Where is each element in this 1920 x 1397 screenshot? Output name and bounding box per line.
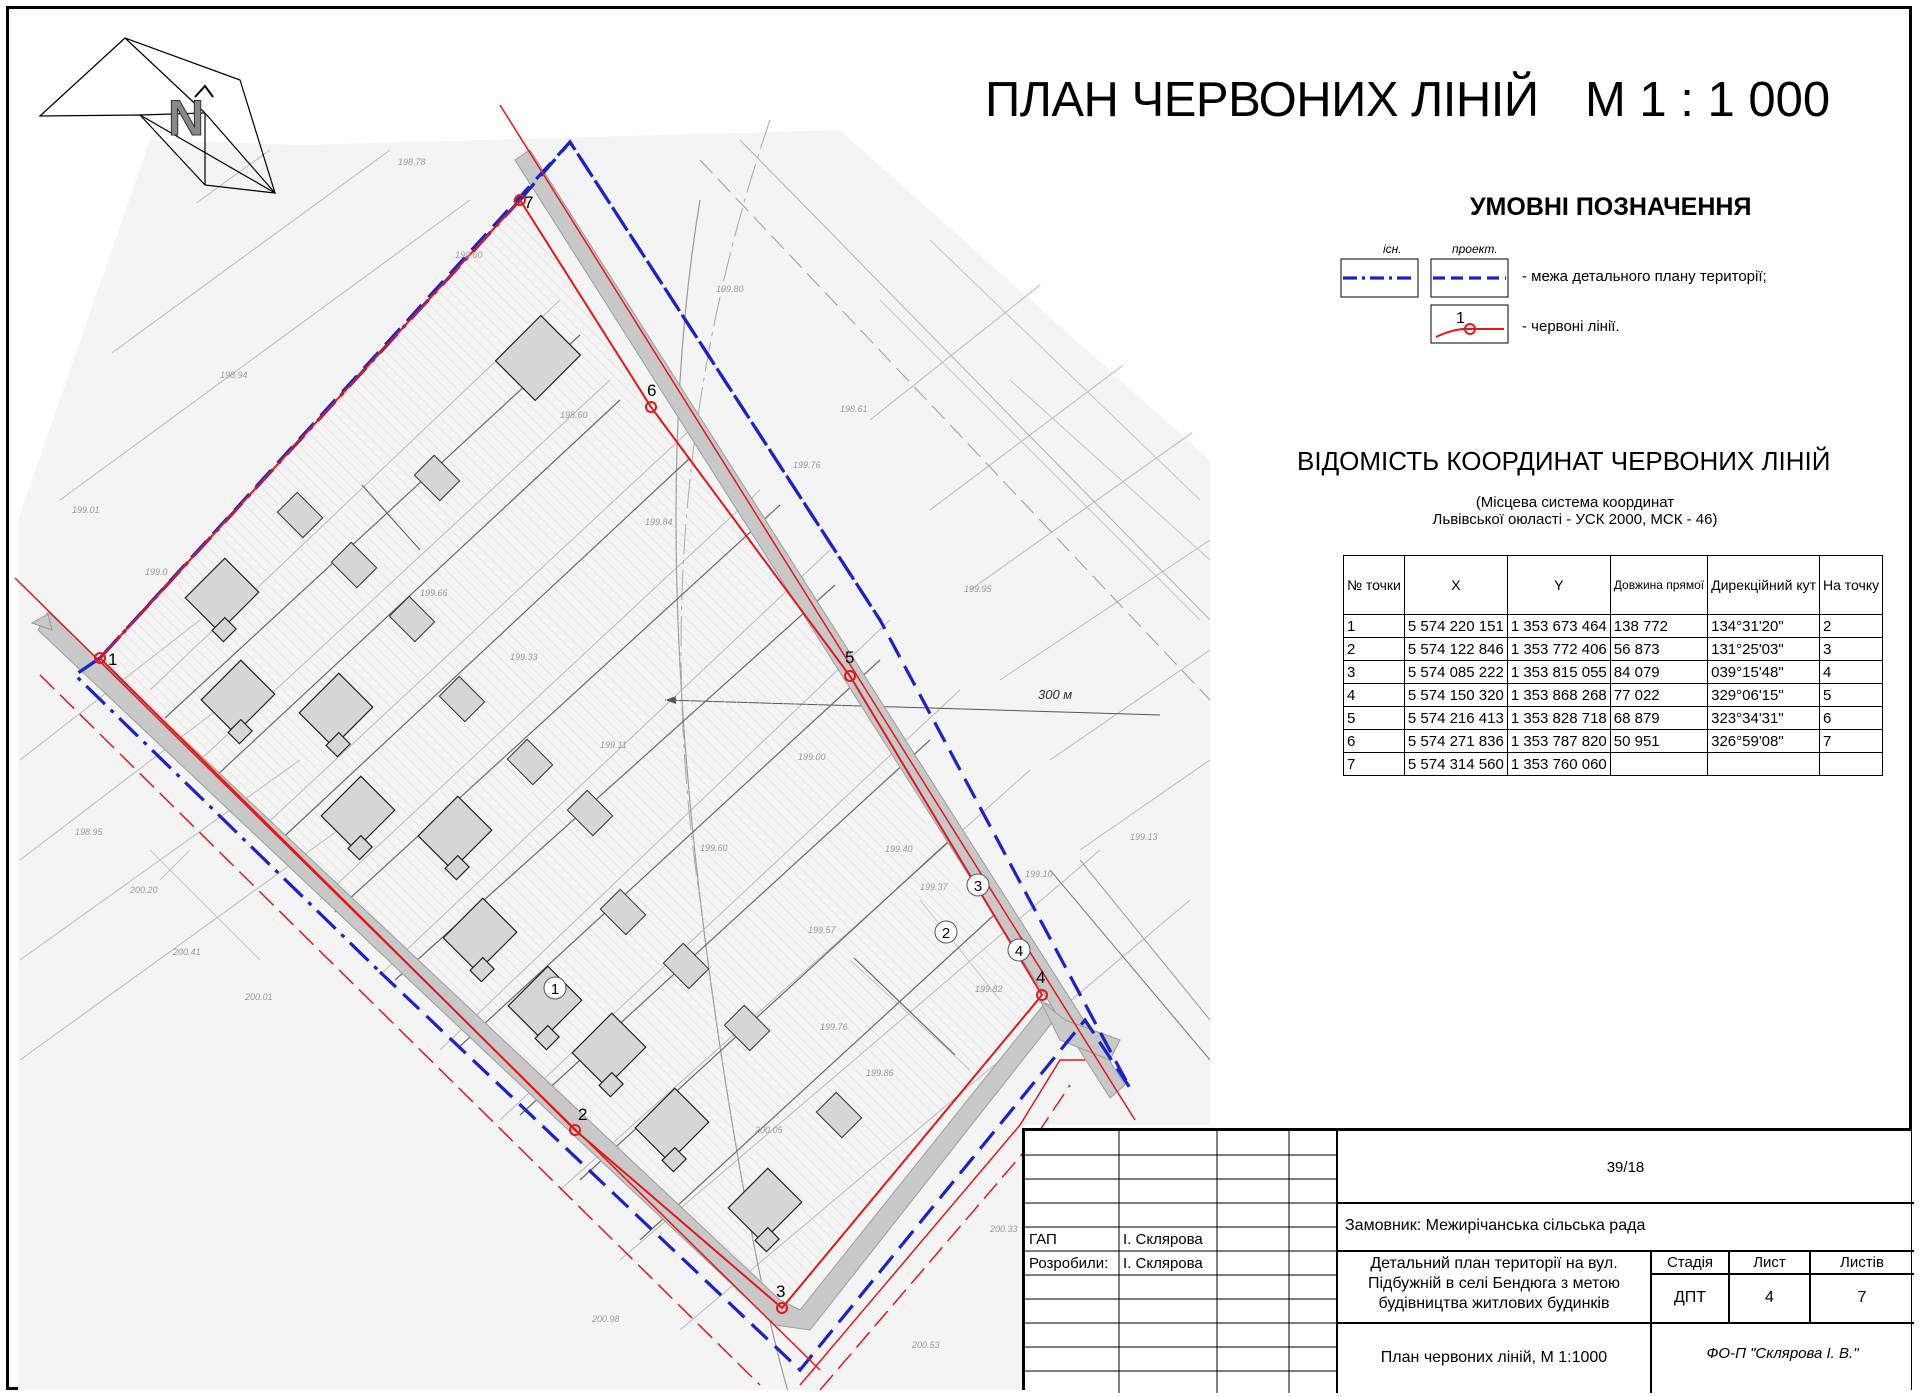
elevation: 198.61 xyxy=(840,404,868,414)
table-cell: 2 xyxy=(1820,615,1883,638)
point-label-3: 3 xyxy=(776,1282,786,1301)
table-cell: 5 574 220 151 xyxy=(1404,615,1507,638)
elevation: 199.11 xyxy=(600,740,627,750)
table-cell xyxy=(1708,753,1820,776)
role-developed: Розробили: xyxy=(1029,1255,1109,1272)
elevation: 199.57 xyxy=(808,925,836,935)
elevation: 199.60 xyxy=(700,843,728,853)
zone-label-1: 1 xyxy=(550,981,560,998)
table-cell: 039°15'48" xyxy=(1708,661,1820,684)
table-cell: 56 873 xyxy=(1610,638,1707,661)
elevation: 200.41 xyxy=(173,947,201,957)
customer: Замовник: Межирічанська сільська рада xyxy=(1345,1217,1646,1234)
table-cell: 6 xyxy=(1344,730,1405,753)
table-cell: 6 xyxy=(1820,707,1883,730)
col-header-length: Довжина прямої xyxy=(1610,556,1707,615)
elevation: 199.60 xyxy=(455,250,483,260)
table-header-row xyxy=(1344,556,1883,615)
point-label-7: 7 xyxy=(524,193,534,212)
table-row xyxy=(1344,684,1883,707)
table-row xyxy=(1344,730,1883,753)
table-cell: 138 772 xyxy=(1610,615,1707,638)
elevation: 199.76 xyxy=(793,460,821,470)
elevation: 199.86 xyxy=(866,1068,894,1078)
table-cell: 5 574 216 413 xyxy=(1404,707,1507,730)
legend-boundary-text: - межа детального плану території; xyxy=(1522,268,1767,285)
elevation: 199.0 xyxy=(145,567,168,577)
point-label-4: 4 xyxy=(1036,968,1046,987)
table-cell: 2 xyxy=(1344,638,1405,661)
elevation: 200.20 xyxy=(130,885,158,895)
table-cell: 7 xyxy=(1820,730,1883,753)
elevation: 199.37 xyxy=(920,882,948,892)
description-line2: Підбужній в селі Бендюга з метою xyxy=(1367,1275,1621,1292)
description-line1: Детальний план території на вул. xyxy=(1370,1255,1618,1272)
table-cell: 7 xyxy=(1344,753,1405,776)
elevation: 199.13 xyxy=(1130,832,1158,842)
description-line3: будівництва житлових будинків xyxy=(1378,1295,1610,1312)
sheet-title: План червоних ліній, М 1:1000 xyxy=(1380,1349,1608,1366)
elevation: 199.95 xyxy=(964,584,992,594)
person-developed: І. Склярова xyxy=(1123,1255,1203,1272)
point-label-5: 5 xyxy=(845,648,855,667)
table-cell: 4 xyxy=(1344,684,1405,707)
hdr-sheets: Листів xyxy=(1840,1254,1884,1271)
col-header-y: Y xyxy=(1507,556,1610,615)
col-header-direction: Дирекційний кут xyxy=(1708,556,1820,615)
elevation: 199.66 xyxy=(420,588,448,598)
table-cell: 84 079 xyxy=(1610,661,1707,684)
table-cell: 5 574 150 320 xyxy=(1404,684,1507,707)
col-header-point: № точки xyxy=(1344,556,1405,615)
elevation: 200.05 xyxy=(755,1125,783,1135)
table-cell: 3 xyxy=(1344,661,1405,684)
table-cell: 1 353 815 055 xyxy=(1507,661,1610,684)
page-title: ПЛАН ЧЕРВОНИХ ЛІНІЙ xyxy=(985,73,1539,127)
coordinates-table xyxy=(1343,555,1883,776)
legend-redline-text: - червоні лінії. xyxy=(1522,318,1620,335)
person-gap: І. Склярова xyxy=(1123,1231,1203,1248)
elevation: 199.76 xyxy=(820,1022,848,1032)
elevation: 199.33 xyxy=(510,652,538,662)
table-cell: 329°06'15" xyxy=(1708,684,1820,707)
table-cell: 1 353 787 820 xyxy=(1507,730,1610,753)
legend-symbols xyxy=(1341,259,1508,343)
legend-hdr-projected: проект. xyxy=(1452,242,1498,256)
table-cell: 326°59'08" xyxy=(1708,730,1820,753)
elevation: 200.98 xyxy=(592,1314,620,1324)
elevation: 198.94 xyxy=(220,370,248,380)
coord-subtitle-line2: Львівської оюласті - УСК 2000, МСК - 46) xyxy=(1432,511,1718,528)
legend-title: УМОВНІ ПОЗНАЧЕННЯ xyxy=(1470,193,1752,221)
sheets-value: 7 xyxy=(1857,1289,1867,1306)
distance-label: 300 м xyxy=(1038,687,1073,702)
zone-label-3: 3 xyxy=(973,878,983,895)
elevation: 199.82 xyxy=(975,984,1003,994)
project-description xyxy=(1337,1254,1651,1314)
stage-value: ДПТ xyxy=(1673,1289,1707,1306)
north-letter: N xyxy=(168,90,205,146)
elevation: 200.53 xyxy=(912,1340,940,1350)
table-cell: 1 xyxy=(1344,615,1405,638)
table-cell: 5 574 122 846 xyxy=(1404,638,1507,661)
table-cell: 4 xyxy=(1820,661,1883,684)
coord-table-subtitle xyxy=(1395,494,1755,528)
point-label-6: 6 xyxy=(647,381,657,400)
table-cell: 323°34'31" xyxy=(1708,707,1820,730)
table-cell: 50 951 xyxy=(1610,730,1707,753)
elevation: 198.78 xyxy=(398,157,426,167)
table-cell: 1 353 868 268 xyxy=(1507,684,1610,707)
hdr-sheet: Лист xyxy=(1753,1254,1786,1271)
table-cell: 5 xyxy=(1820,684,1883,707)
table-cell: 5 xyxy=(1344,707,1405,730)
title-block xyxy=(1022,1128,1911,1390)
zone-label-2: 2 xyxy=(941,925,951,942)
legend-hdr-existing: існ. xyxy=(1383,242,1402,256)
table-cell: 1 353 828 718 xyxy=(1507,707,1610,730)
point-label-2: 2 xyxy=(578,1105,588,1124)
zone-label-4: 4 xyxy=(1014,943,1024,960)
table-row xyxy=(1344,707,1883,730)
col-header-to-point: На точку xyxy=(1820,556,1883,615)
table-cell: 5 574 085 222 xyxy=(1404,661,1507,684)
hdr-stage: Стадія xyxy=(1666,1254,1714,1271)
table-cell xyxy=(1820,753,1883,776)
elevation: 199.80 xyxy=(716,284,744,294)
scale-label: М 1 : 1 000 xyxy=(1585,73,1831,127)
company-name: ФО-П "Склярова І. В." xyxy=(1706,1345,1859,1362)
elevation: 198.95 xyxy=(75,827,103,837)
table-cell: 1 353 772 406 xyxy=(1507,638,1610,661)
table-cell xyxy=(1610,753,1707,776)
point-label-1: 1 xyxy=(108,650,118,669)
elevation: 199.40 xyxy=(885,844,913,854)
table-cell: 5 574 314 560 xyxy=(1404,753,1507,776)
sheet-value: 4 xyxy=(1765,1289,1774,1306)
coord-subtitle-line1: (Місцева система координат xyxy=(1475,494,1675,511)
elevation: 199.01 xyxy=(72,505,100,515)
table-cell: 5 574 271 836 xyxy=(1404,730,1507,753)
legend-redline-marker: 1 xyxy=(1456,310,1465,327)
table-row xyxy=(1344,615,1883,638)
col-header-x: X xyxy=(1404,556,1507,615)
project-number: 39/18 xyxy=(1606,1159,1645,1176)
table-cell: 131°25'03" xyxy=(1708,638,1820,661)
elevation: 199.84 xyxy=(645,517,673,527)
coord-table-title: ВІДОМІСТЬ КООРДИНАТ ЧЕРВОНИХ ЛІНІЙ xyxy=(1297,446,1831,476)
table-cell: 77 022 xyxy=(1610,684,1707,707)
elevation: 200.01 xyxy=(245,992,273,1002)
table-row xyxy=(1344,753,1883,776)
table-cell: 68 879 xyxy=(1610,707,1707,730)
elevation: 199.10 xyxy=(1025,869,1053,879)
table-cell: 1 353 760 060 xyxy=(1507,753,1610,776)
table-row xyxy=(1344,638,1883,661)
table-cell: 3 xyxy=(1820,638,1883,661)
elevation: 198.60 xyxy=(560,410,588,420)
table-cell: 1 353 673 464 xyxy=(1507,615,1610,638)
elevation: 199.00 xyxy=(798,752,826,762)
table-cell: 134°31'20" xyxy=(1708,615,1820,638)
role-gap: ГАП xyxy=(1029,1231,1057,1248)
table-row xyxy=(1344,661,1883,684)
elevation: 200.33 xyxy=(990,1224,1018,1234)
